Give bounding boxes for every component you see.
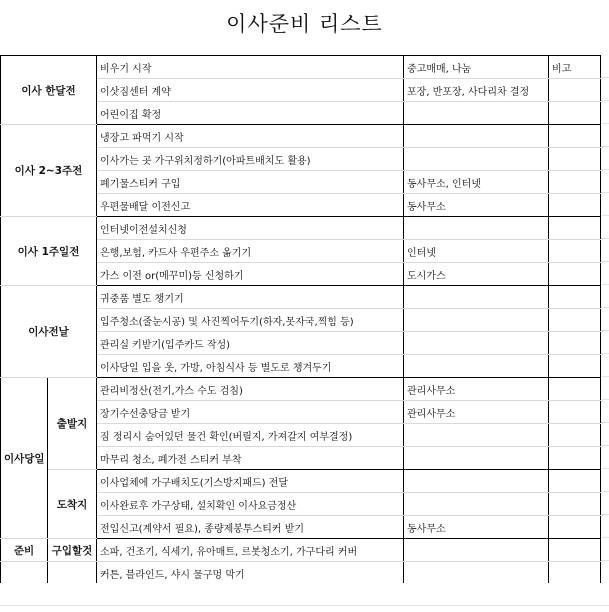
task-cell[interactable]: 인터넷이전설치신청 [97,217,404,240]
section-month-before: 이사 한달전 [1,56,97,125]
task-cell[interactable]: 커튼, 블라인드, 샤시 물구멍 막기 [97,562,404,585]
task-cell[interactable]: 폐기물스티커 구입 [97,171,404,194]
memo-cell[interactable] [549,286,601,309]
note-cell[interactable] [404,493,549,516]
section-week-1: 이사 1주일전 [1,217,97,286]
memo-cell[interactable] [549,332,601,355]
task-cell[interactable]: 냉장고 파먹기 시작 [97,125,404,148]
memo-cell[interactable] [549,171,601,194]
note-cell[interactable] [404,148,549,171]
memo-cell[interactable] [549,447,601,470]
note-cell[interactable] [404,447,549,470]
memo-cell[interactable] [549,539,601,562]
memo-header[interactable]: 비고 [549,56,601,79]
task-cell[interactable]: 이사업체에 가구배치도(기스방지패드) 전달 [97,470,404,493]
task-cell[interactable]: 우편물배달 이전신고 [97,194,404,217]
memo-cell[interactable] [549,378,601,401]
task-cell[interactable]: 이사완료후 가구상태, 설치확인 이사요금정산 [97,493,404,516]
sheet-grid-bottom [0,583,609,612]
note-cell[interactable]: 관리사무소 [404,378,549,401]
note-cell[interactable] [404,562,549,585]
task-cell[interactable]: 이삿짐센터 계약 [97,79,404,102]
note-cell[interactable] [404,355,549,378]
memo-cell[interactable] [549,562,601,585]
memo-cell[interactable] [549,240,601,263]
memo-cell[interactable] [549,148,601,171]
note-cell[interactable] [404,217,549,240]
note-cell[interactable] [404,102,549,125]
note-cell[interactable] [404,424,549,447]
empty-cell[interactable] [48,562,97,585]
section-weeks-2-3: 이사 2~3주전 [1,125,97,217]
note-cell[interactable] [404,286,549,309]
task-cell[interactable]: 소파, 건조기, 식세기, 유아매트, 르봇청소기, 가구다리 커버 [97,539,404,562]
task-cell[interactable]: 은행,보험, 카드사 우편주소 옮기기 [97,240,404,263]
memo-cell[interactable] [549,263,601,286]
task-cell[interactable]: 비우기 시작 [97,56,404,79]
subsection-purchase: 구입할것 [48,539,97,562]
task-cell[interactable]: 짐 정리시 숨어있던 물건 확인(버릴지, 가져갈지 여부결정) [97,424,404,447]
section-day-before: 이사전날 [1,286,97,378]
memo-cell[interactable] [549,493,601,516]
section-prep: 준비 [1,539,48,562]
note-cell[interactable] [404,470,549,493]
note-cell[interactable] [404,125,549,148]
task-cell[interactable]: 관리비정산(전기,가스 수도 검침) [97,378,404,401]
note-cell[interactable]: 중고매매, 나눔 [404,56,549,79]
note-cell[interactable]: 동사무소 [404,516,549,539]
task-cell[interactable]: 마무리 청소, 폐가전 스티커 부착 [97,447,404,470]
memo-cell[interactable] [549,194,601,217]
note-cell[interactable]: 동사무소, 인터넷 [404,171,549,194]
moving-checklist-table [0,55,601,585]
note-cell[interactable] [404,539,549,562]
memo-cell[interactable] [549,424,601,447]
note-cell[interactable]: 관리사무소 [404,401,549,424]
task-cell[interactable]: 이사당일 입을 옷, 가방, 아침식사 등 별도로 챙겨두기 [97,355,404,378]
section-moving-day: 이사당일 [1,378,48,539]
subsection-arrival: 도착지 [48,470,97,539]
note-cell[interactable]: 도시가스 [404,263,549,286]
note-cell[interactable]: 동사무소 [404,194,549,217]
memo-cell[interactable] [549,79,601,102]
note-cell[interactable] [404,332,549,355]
task-cell[interactable]: 이사가는 곳 가구위치정하기(아파트배치도 활용) [97,148,404,171]
subsection-departure: 출발지 [48,378,97,470]
task-cell[interactable]: 가스 이전 or(메꾸미)등 신청하기 [97,263,404,286]
memo-cell[interactable] [549,125,601,148]
memo-cell[interactable] [549,355,601,378]
task-cell[interactable]: 귀중품 별도 챙기기 [97,286,404,309]
note-cell[interactable] [404,309,549,332]
page-title: 이사준비 리스트 [226,12,383,36]
task-cell[interactable]: 장기수선충당금 받기 [97,401,404,424]
note-cell[interactable]: 인터넷 [404,240,549,263]
memo-cell[interactable] [549,309,601,332]
memo-cell[interactable] [549,401,601,424]
memo-cell[interactable] [549,470,601,493]
task-cell[interactable]: 어린이집 확정 [97,102,404,125]
note-cell[interactable]: 포장, 반포장, 사다리차 결정 [404,79,549,102]
memo-cell[interactable] [549,516,601,539]
task-cell[interactable]: 전입신고(계약서 필요), 종량제봉투스티커 받기 [97,516,404,539]
memo-cell[interactable] [549,102,601,125]
task-cell[interactable]: 입주청소(줄눈시공) 및 사진찍어두기(하자,못자국,찍힘 등) [97,309,404,332]
sheet-grid-right [600,55,609,612]
task-cell[interactable]: 관리실 키받기(입주카드 작성) [97,332,404,355]
empty-cell[interactable] [1,562,48,585]
memo-cell[interactable] [549,217,601,240]
